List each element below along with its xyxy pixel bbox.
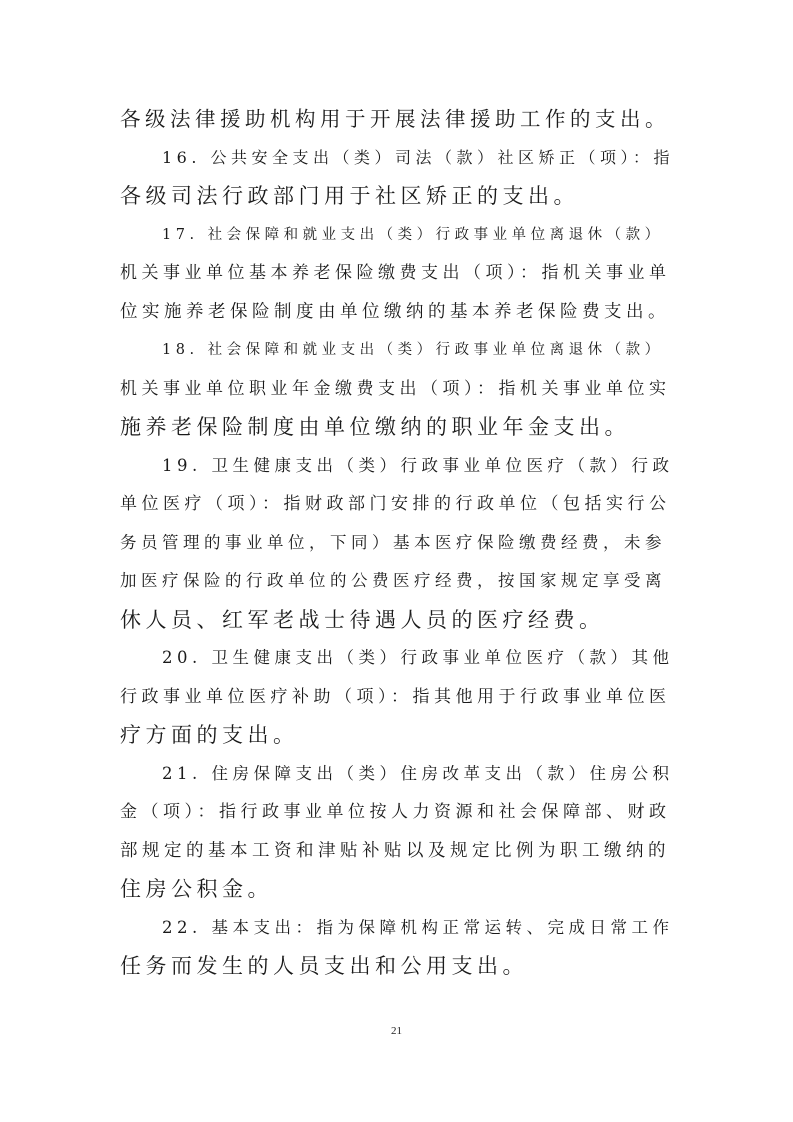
- text-line: 位实施养老保险制度由单位缴纳的基本养老保险费支出。: [120, 301, 670, 322]
- text-line: 任务而发生的人员支出和公用支出。: [120, 954, 528, 978]
- text-line: 21. 住房保障支出（类）住房改革支出（款）住房公积: [162, 763, 674, 783]
- page-number: 21: [391, 1025, 402, 1037]
- text-line: 各级司法行政部门用于社区矫正的支出。: [120, 184, 579, 208]
- text-line: 19. 卫生健康支出（类）行政事业单位医疗（款）行政: [162, 455, 674, 475]
- text-line: 行政事业单位医疗补助（项）：指其他用于行政事业单位医: [120, 686, 671, 707]
- text-line: 休人员、红军老战士待遇人员的医疗经费。: [120, 607, 605, 632]
- text-line: 22. 基本支出：指为保障机构正常运转、完成日常工作: [162, 917, 674, 937]
- text-line: 加医疗保险的行政单位的公费医疗经费，按国家规定享受离: [120, 571, 666, 590]
- text-line: 施养老保险制度由单位缴纳的职业年金支出。: [120, 415, 630, 439]
- text-line: 部规定的基本工资和津贴补贴以及规定比例为职工缴纳的: [120, 840, 670, 861]
- text-line: 疗方面的支出。: [120, 723, 299, 747]
- text-line: 机关事业单位基本养老保险缴费支出（项）：指机关事业单: [120, 263, 671, 283]
- text-line: 机关事业单位职业年金缴费支出（项）：指机关事业单位实: [120, 378, 671, 399]
- text-line: 20. 卫生健康支出（类）行政事业单位医疗（款）其他: [162, 648, 674, 667]
- text-line: 17. 社会保障和就业支出（类）行政事业单位离退休（款）: [162, 226, 664, 243]
- text-line: 单位医疗（项）：指财政部门安排的行政单位（包括实行公: [120, 494, 671, 514]
- body-text: [120, 100, 675, 986]
- text-line: 18. 社会保障和就业支出（类）行政事业单位离退休（款）: [162, 342, 664, 358]
- text-line: 金（项）：指行政事业单位按人力资源和社会保障部、财政: [120, 802, 671, 822]
- text-line: 各级法律援助机构用于开展法律援助工作的支出。: [120, 107, 670, 131]
- text-line: 住房公积金。: [120, 877, 273, 901]
- text-line: 16. 公共安全支出（类）司法（款）社区矫正（项）：指: [162, 147, 675, 167]
- text-line: 务员管理的事业单位，下同）基本医疗保险缴费经费，未参: [120, 532, 666, 552]
